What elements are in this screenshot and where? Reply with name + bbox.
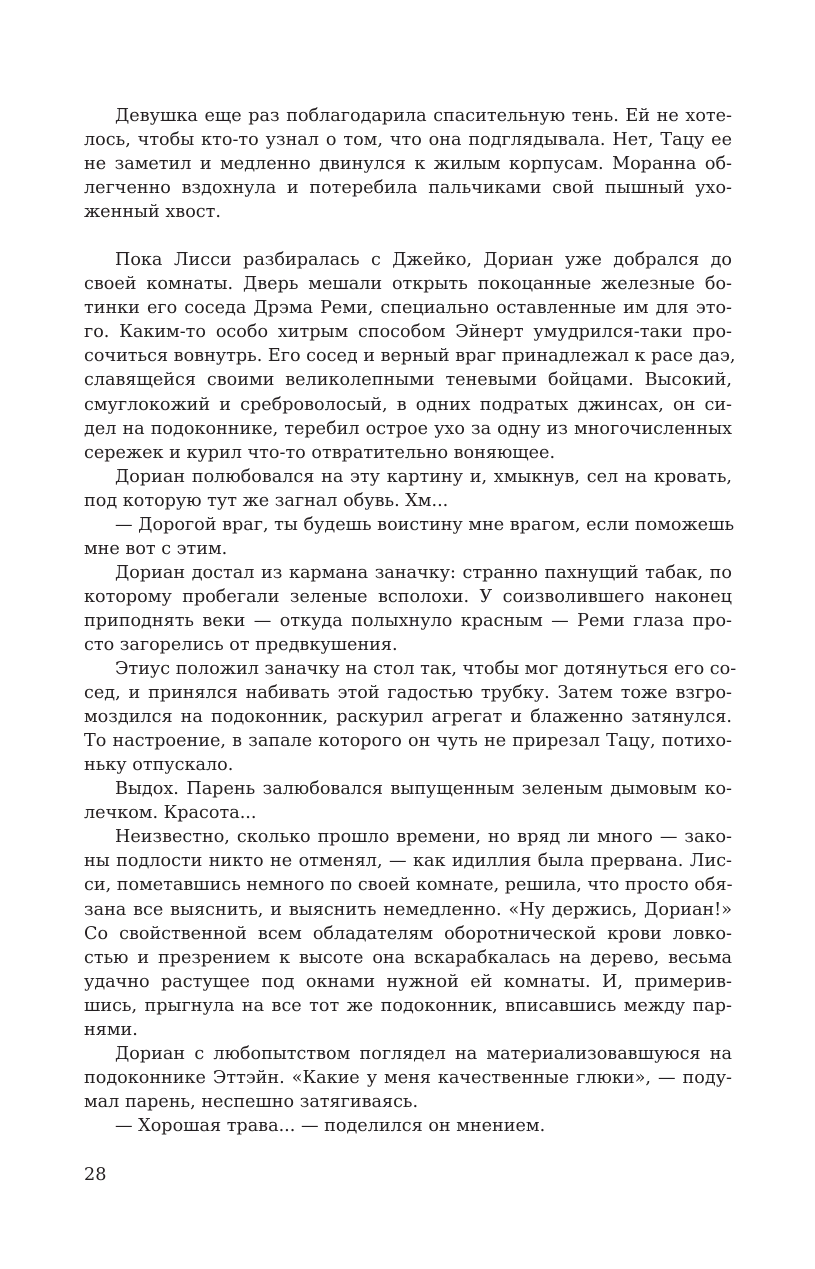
paragraph [84,248,736,464]
section-break [84,224,732,248]
text-line: славящейся своими великолепными теневыми бойцами. Высокий, [84,370,732,391]
text-line: мал парень, неспешно затягиваясь. [84,1091,419,1112]
text-line: удачно растущее под окнами нужной ей комнаты. И, примерив- [84,971,732,992]
text-line: Этиус положил заначку на стол так, чтобы мог дотянуться его со- [115,659,737,680]
text-line: си, пометавшись немного по своей комнате, решила, что просто обя- [84,875,733,896]
text-line: подоконнике Эттэйн. «Какие у меня качественные глюки», — поду- [84,1067,732,1088]
text-line: женный хвост. [84,202,221,223]
paragraph [84,1042,732,1114]
paragraph [84,465,732,513]
text-line: дел на подоконнике, теребил острое ухо за одну из многочисленных [84,418,732,439]
text-line: лось, чтобы кто-то узнал о том, что она подглядывала. Нет, Тацу ее [84,130,732,151]
text-line: ньку отпускало. [84,755,234,776]
paragraph [84,825,732,1041]
text-line: То настроение, в запале которого он чуть не прирезал Тацу, потихо- [84,731,732,752]
text-line: Неизвестно, сколько прошло времени, но вряд ли много — зако- [115,827,732,848]
text-line: стью и презрением к высоте она вскарабкалась на дерево, весьма [84,947,732,968]
text-line: под которую тут же загнал обувь. Хм... [84,490,449,511]
text-line: сед, и принялся набивать этой гадостью трубку. Затем тоже взгро- [84,683,732,704]
text-line: Дориан с любопытством поглядел на материализовавшуюся на [115,1043,732,1064]
text-line: сто загорелись от предвкушения. [84,634,398,655]
text-line: нями. [84,1019,138,1040]
text-line: шись, прыгнула на все тот же подоконник, вписавшись между пар- [84,995,732,1016]
text-line: — Дорогой враг, ты будешь воистину мне врагом, если поможешь [115,514,735,535]
text-line: Девушка еще раз поблагодарила спасительную тень. Ей не хоте- [115,106,732,126]
text-line: мне вот с этим. [84,538,228,559]
paragraph [84,513,735,561]
text-line: зана все выяснить, и выяснить немедленно. «Ну держись, Дориан!» [84,899,732,920]
text-line: Дориан достал из кармана заначку: странно пахнущий табак, по [115,562,732,583]
text-line: — Хорошая трава... — поделился он мнением. [115,1115,546,1136]
text-line: тинки его соседа Дрэма Реми, специально оставленные им для это- [84,298,732,319]
text-line: сережек и курил что-то отвратительно воняющее. [84,442,556,463]
text-line: смуглокожий и среброволосый, в одних подратых джинсах, он си- [84,394,732,415]
text-line: легченно вздохнула и потеребила пальчиками свой пышный ухо- [84,178,732,199]
text-line: Дориан полюбовался на эту картину и, хмыкнув, сел на кровать, [115,466,732,487]
book-page-text [84,104,737,1138]
text-line: Выдох. Парень залюбовался выпущенным зеленым дымовым ко- [115,779,732,800]
text-line: лечком. Красота... [84,803,257,824]
text-line: своей комнаты. Дверь мешали открыть покоцанные железные бо- [84,274,732,295]
paragraph [84,1114,732,1138]
text-line: го. Каким-то особо хитрым способом Эйнерт умудрился-таки про- [84,322,732,343]
page-number: 28 [84,1165,107,1185]
paragraph [84,777,732,825]
text-line: приподнять веки — откуда полыхнуло красным — Реми глаза про- [84,610,732,631]
text-line: сочиться вовнутрь. Его сосед и верный враг принадлежал к расе даэ, [84,346,736,367]
paragraph [84,104,732,224]
text-line: не заметил и медленно двинулся к жилым корпусам. Моранна об- [84,154,732,175]
paragraph [84,657,737,777]
text-line: ны подлости никто не отменял, — как идиллия была прервана. Лис- [84,851,732,872]
text-line: Со свойственной всем обладателям оборотнической крови ловко- [84,923,732,944]
paragraph [84,561,732,657]
text-line: которому пробегали зеленые всполохи. У соизволившего наконец [84,586,732,607]
text-line: Пока Лисси разбиралась с Джейко, Дориан уже добрался до [115,250,732,271]
text-line: моздился на подоконник, раскурил агрегат и блаженно затянулся. [84,707,732,728]
